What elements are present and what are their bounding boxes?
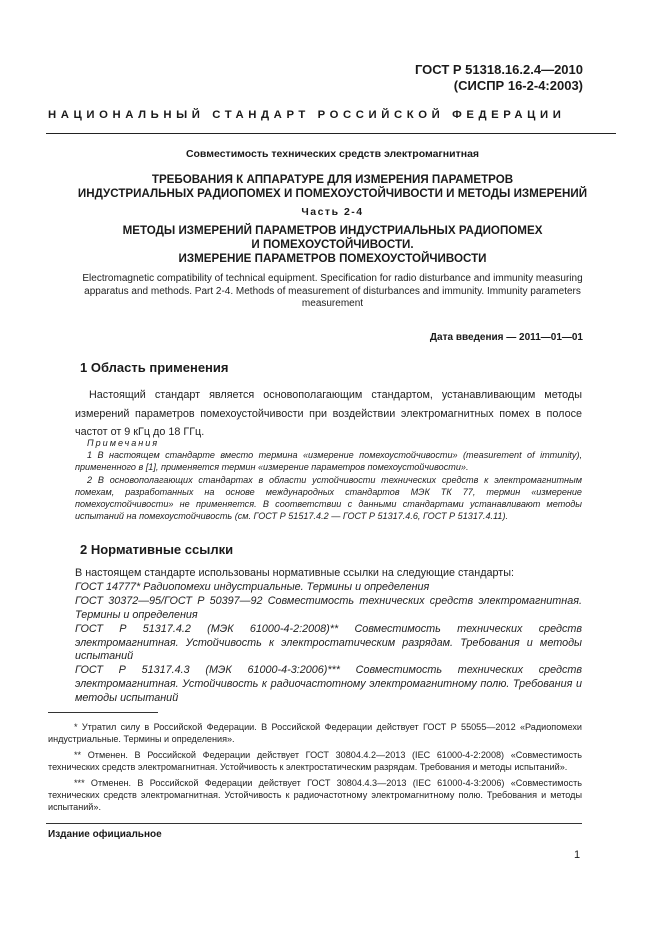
page-number: 1 [574, 849, 581, 861]
official-edition-label: Издание официальное [48, 829, 162, 840]
part-title-line: И ПОМЕХОУСТОЙЧИВОСТИ. [251, 238, 414, 251]
footnotes [48, 721, 582, 817]
reference-item: ГОСТ Р 51317.4.2 (МЭК 61000-4-2:2008)** Совместимость технических средств электромагнитная. Устойчивость к электростатическим разрядам. Требования и методы испытаний [75, 622, 582, 663]
document-subtitle: Совместимость технических средств электромагнитная [185, 148, 480, 160]
footnote-rule [48, 712, 158, 713]
section-1-heading: 1 Область применения [80, 360, 229, 375]
part-title [60, 224, 605, 266]
notes-block [75, 437, 582, 522]
section-2-heading: 2 Нормативные ссылки [80, 542, 234, 557]
scope-paragraph: Настоящий стандарт является основополагающим стандартом, устанавливающим методы измерений параметров помехоустойчивости при воздействии электромагнитных помех в полосе частот от 9 кГц до 18 ГГц. [75, 389, 582, 438]
part-title-line: ИЗМЕРЕНИЕ ПАРАМЕТРОВ ПОМЕХОУСТОЙЧИВОСТИ [178, 252, 487, 265]
part-label: Часть 2-4 [301, 206, 364, 218]
document-title [60, 173, 605, 201]
top-rule [46, 133, 616, 134]
footnote: *** Отменен. В Российской Федерации действует ГОСТ 30804.4.3—2013 (IEC 61000-4-3:2006) «Совместимость технических средств электромагнитная. Устойчивость к радиочастотному электромагнитному полю. Требования и методы испытаний». [48, 778, 582, 812]
title-line: ИНДУСТРИАЛЬНЫХ РАДИОПОМЕХ И ПОМЕХОУСТОЙЧИВОСТИ И МЕТОДЫ ИЗМЕРЕНИЙ [77, 187, 588, 200]
note-item: 1 В настоящем стандарте вместо термина «измерение помехоустойчивости» (measurement of immunity), примененного в [1], применяется термин «измерение параметров помехоустойчивости». [75, 450, 582, 473]
normative-references [75, 567, 582, 706]
introduction-date: Дата введения — 2011—01—01 [429, 332, 583, 343]
reference-item: ГОСТ Р 51317.4.3 (МЭК 61000-4-3:2006)*** Совместимость технических средств электромагнитная. Устойчивость к радиочастотному электромагнитному полю. Требования и методы испытаний [75, 664, 582, 705]
notes-title: Примечания [87, 438, 160, 448]
references-intro: В настоящем стандарте использованы нормативные ссылки на следующие стандарты: [75, 567, 514, 579]
gost-number: ГОСТ Р 51318.16.2.4—2010 [414, 62, 583, 77]
english-title: Electromagnetic compatibility of technical equipment. Specification for radio disturbance and immunity measuring apparatus and methods. Part 2-4. Methods of measurement of disturbances and immunity. Immunity parameters measurement [82, 273, 583, 309]
national-standard-banner: НАЦИОНАЛЬНЫЙ СТАНДАРТ РОССИЙСКОЙ ФЕДЕРАЦИИ [48, 109, 566, 121]
note-item: 2 В основополагающих стандартах в области устойчивости технических средств к электромагнитным помехам, разработанных на основе международных стандартов МЭК ТК 77, термин «измерение помехоустойчивости» не применяется. В соответствии с данными стандартами устанавливают методы испытаний на помехоустойчивость (см. ГОСТ Р 51517.4.2 — ГОСТ Р 51317.4.6, ГОСТ Р 51317.4.11). [75, 474, 582, 522]
reference-item: ГОСТ 30372—95/ГОСТ Р 50397—92 Совместимость технических средств электромагнитная. Термины и определения [75, 594, 582, 621]
standard-designation [415, 62, 583, 94]
title-line: ТРЕБОВАНИЯ К АППАРАТУРЕ ДЛЯ ИЗМЕРЕНИЯ ПАРАМЕТРОВ [151, 173, 514, 186]
bottom-rule [46, 823, 582, 824]
cispr-number: (СИСПР 16-2-4:2003) [453, 78, 583, 93]
footnote: * Утратил силу в Российской Федерации. В Российской Федерации действует ГОСТ Р 55055—2012 «Радиопомехи индустриальные. Термины и определения». [48, 722, 582, 744]
reference-item: ГОСТ 14777* Радиопомехи индустриальные. Термины и определения [75, 580, 430, 593]
footnote: ** Отменен. В Российской Федерации действует ГОСТ 30804.4.2—2013 (IEC 61000-4-2:2008) «Совместимость технических средств электромагнитная. Устойчивость к электростатическим разрядам. Требования и методы испытаний». [48, 750, 582, 772]
part-title-line: МЕТОДЫ ИЗМЕРЕНИЙ ПАРАМЕТРОВ ИНДУСТРИАЛЬНЫХ РАДИОПОМЕХ [122, 224, 543, 237]
